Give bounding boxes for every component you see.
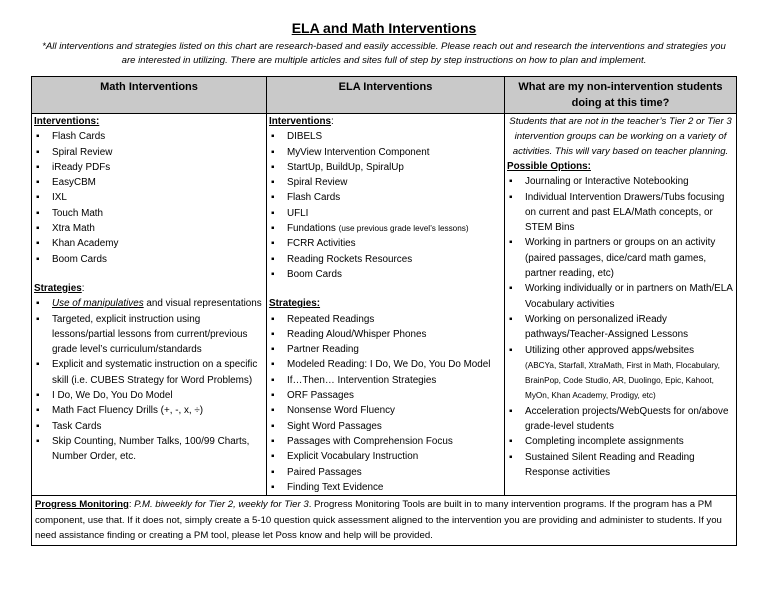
pm-text: . Progress Monitoring Tools are built in to many intervention programs. If the program has a PM component, use that. If it does not, simply create a 5-10 question quick assessment aligned to the intervention you are providing and administer to students. If you need assistance finding or creating a PM tool, please let Poss know and help will be provided. <box>35 499 722 542</box>
list-item: ▪ Khan Academy <box>34 236 264 251</box>
non-intervention-note: Students that are not in the teacher’s Tier 2 or Tier 3 intervention groups can be working on a variety of activities. This will vary based on teacher planning. <box>509 116 732 157</box>
list-item: ▪ Partner Reading <box>269 342 502 357</box>
list-item: ▪ Math Fact Fluency Drills (+, -, x, ÷) <box>34 403 264 418</box>
content-row <box>32 114 737 496</box>
list-item: ▪ MyView Intervention Component <box>269 145 502 160</box>
list-item: ▪ Nonsense Word Fluency <box>269 403 502 418</box>
ela-interventions-list <box>269 129 502 282</box>
page-title: ELA and Math Interventions <box>291 20 477 36</box>
list-item: ▪ DIBELS <box>269 129 502 144</box>
list-item: ▪ UFLI <box>269 206 502 221</box>
list-item: ▪ ORF Passages <box>269 388 502 403</box>
list-item: ▪ EasyCBM <box>34 175 264 190</box>
list-item: ▪ Fundations (use previous grade level’s lessons) <box>269 221 502 236</box>
list-item: ▪ Individual Intervention Drawers/Tubs focusing on current and past ELA/Math concepts, or STEM Bins <box>507 190 734 236</box>
list-item: ▪ Flash Cards <box>34 129 264 144</box>
list-item: ▪ I Do, We Do, You Do Model <box>34 388 264 403</box>
header-ela: ELA Interventions <box>267 77 505 114</box>
list-item: ▪ Completing incomplete assignments <box>507 434 734 449</box>
list-item: ▪ Touch Math <box>34 206 264 221</box>
list-item: ▪ Passages with Comprehension Focus <box>269 434 502 449</box>
math-interventions-list <box>34 129 264 267</box>
list-item: ▪ FCRR Activities <box>269 236 502 251</box>
ela-strategies-list <box>269 312 502 496</box>
ela-strategies-label: Strategies: <box>269 298 321 310</box>
list-item: ▪ Working on personalized iReady pathways/Teacher-Assigned Lessons <box>507 312 734 343</box>
list-item: ▪ Targeted, explicit instruction using lessons/partial lessons from current/previous grade level’s curriculum/standards <box>34 312 264 358</box>
ela-column <box>267 114 505 496</box>
ela-interventions-heading: Interventions: <box>269 116 334 127</box>
list-item: ▪ Reading Aloud/Whisper Phones <box>269 327 502 342</box>
list-item: ▪ IXL <box>34 190 264 205</box>
list-item: ▪ Utilizing other approved apps/websites (ABCYa, Starfall, XtraMath, First in Math, Flocabulary, BrainPop, Code Studio, AR, Duolingo, Epic, Kahoot, MyOn, Khan Academy, Prodigy, etc) <box>507 343 734 404</box>
math-strategies-list <box>34 296 264 464</box>
math-strategies-label: Strategies <box>34 282 82 294</box>
possible-options-list <box>507 174 734 480</box>
list-item: ▪ iReady PDFs <box>34 160 264 175</box>
list-item: ▪ Boom Cards <box>34 252 264 267</box>
header-math: Math Interventions <box>32 77 267 114</box>
list-item: ▪ Repeated Readings <box>269 312 502 327</box>
list-item: ▪ Boom Cards <box>269 267 502 282</box>
interventions-table <box>31 76 737 546</box>
list-item: ▪ Acceleration projects/WebQuests for on/above grade-level students <box>507 404 734 435</box>
list-item: ▪ Working individually or in partners on Math/ELA Vocabulary activities <box>507 281 734 312</box>
other-column <box>505 114 737 496</box>
list-item: ▪ Skip Counting, Number Talks, 100/99 Charts, Number Order, etc. <box>34 434 264 465</box>
intro-note: *All interventions and strategies listed on this chart are research-based and easily accessible. Please reach out and research the interventions and strategies you are interested in utilizing. There are multiple articles and sites full of step by step instructions on how to plan and implement. <box>42 41 726 66</box>
pm-row <box>32 496 737 546</box>
list-item: ▪ Spiral Review <box>269 175 502 190</box>
progress-monitoring-note: Progress Monitoring: P.M. biweekly for Tier 2, weekly for Tier 3. Progress Monitoring Tools are built in to many intervention programs. If the program has a PM component, use that. If it does not, simply create a 5-10 question quick assessment aligned to the intervention you are providing and administer to students. If you need assistance finding or creating a PM tool, please let Poss know and help will be provided. <box>32 496 737 546</box>
header-other: What are my non-intervention students doing at this time? <box>505 77 737 114</box>
header-row <box>32 77 737 114</box>
list-item: ▪ Finding Text Evidence <box>269 480 502 495</box>
list-item: ▪ Sight Word Passages <box>269 419 502 434</box>
list-item: ▪ Spiral Review <box>34 145 264 160</box>
list-item: ▪ Modeled Reading: I Do, We Do, You Do Model <box>269 357 502 372</box>
list-item: ▪ Working in partners or groups on an activity (paired passages, dice/card math games, partner reading, etc) <box>507 235 734 281</box>
math-interventions-label: Interventions: <box>34 116 100 127</box>
list-item: ▪ Flash Cards <box>269 190 502 205</box>
pm-frequency: P.M. biweekly for Tier 2, weekly for Tier 3 <box>134 499 309 511</box>
list-item: ▪ Explicit Vocabulary Instruction <box>269 449 502 464</box>
list-item: ▪ Journaling or Interactive Notebooking <box>507 174 734 189</box>
list-item: ▪ Sustained Silent Reading and Reading Response activities <box>507 450 734 481</box>
list-item: ▪ Use of manipulatives and visual representations <box>34 296 264 311</box>
ela-interventions-label: Interventions <box>269 116 332 127</box>
list-item: ▪ Explicit and systematic instruction on a specific skill (i.e. CUBES Strategy for Word Problems) <box>34 357 264 388</box>
list-item: ▪ Reading Rockets Resources <box>269 252 502 267</box>
list-item: ▪ Task Cards <box>34 419 264 434</box>
list-item: ▪ StartUp, BuildUp, SpiralUp <box>269 160 502 175</box>
possible-options-label: Possible Options: <box>507 161 591 172</box>
math-column <box>32 114 267 496</box>
manipulatives-text: Use of manipulatives <box>52 298 144 310</box>
list-item: ▪ Paired Passages <box>269 465 502 480</box>
pm-label: Progress Monitoring <box>35 499 129 511</box>
list-item: ▪ Xtra Math <box>34 221 264 236</box>
math-strategies-heading: Strategies: <box>34 282 85 294</box>
list-item: ▪ If…Then… Intervention Strategies <box>269 373 502 388</box>
